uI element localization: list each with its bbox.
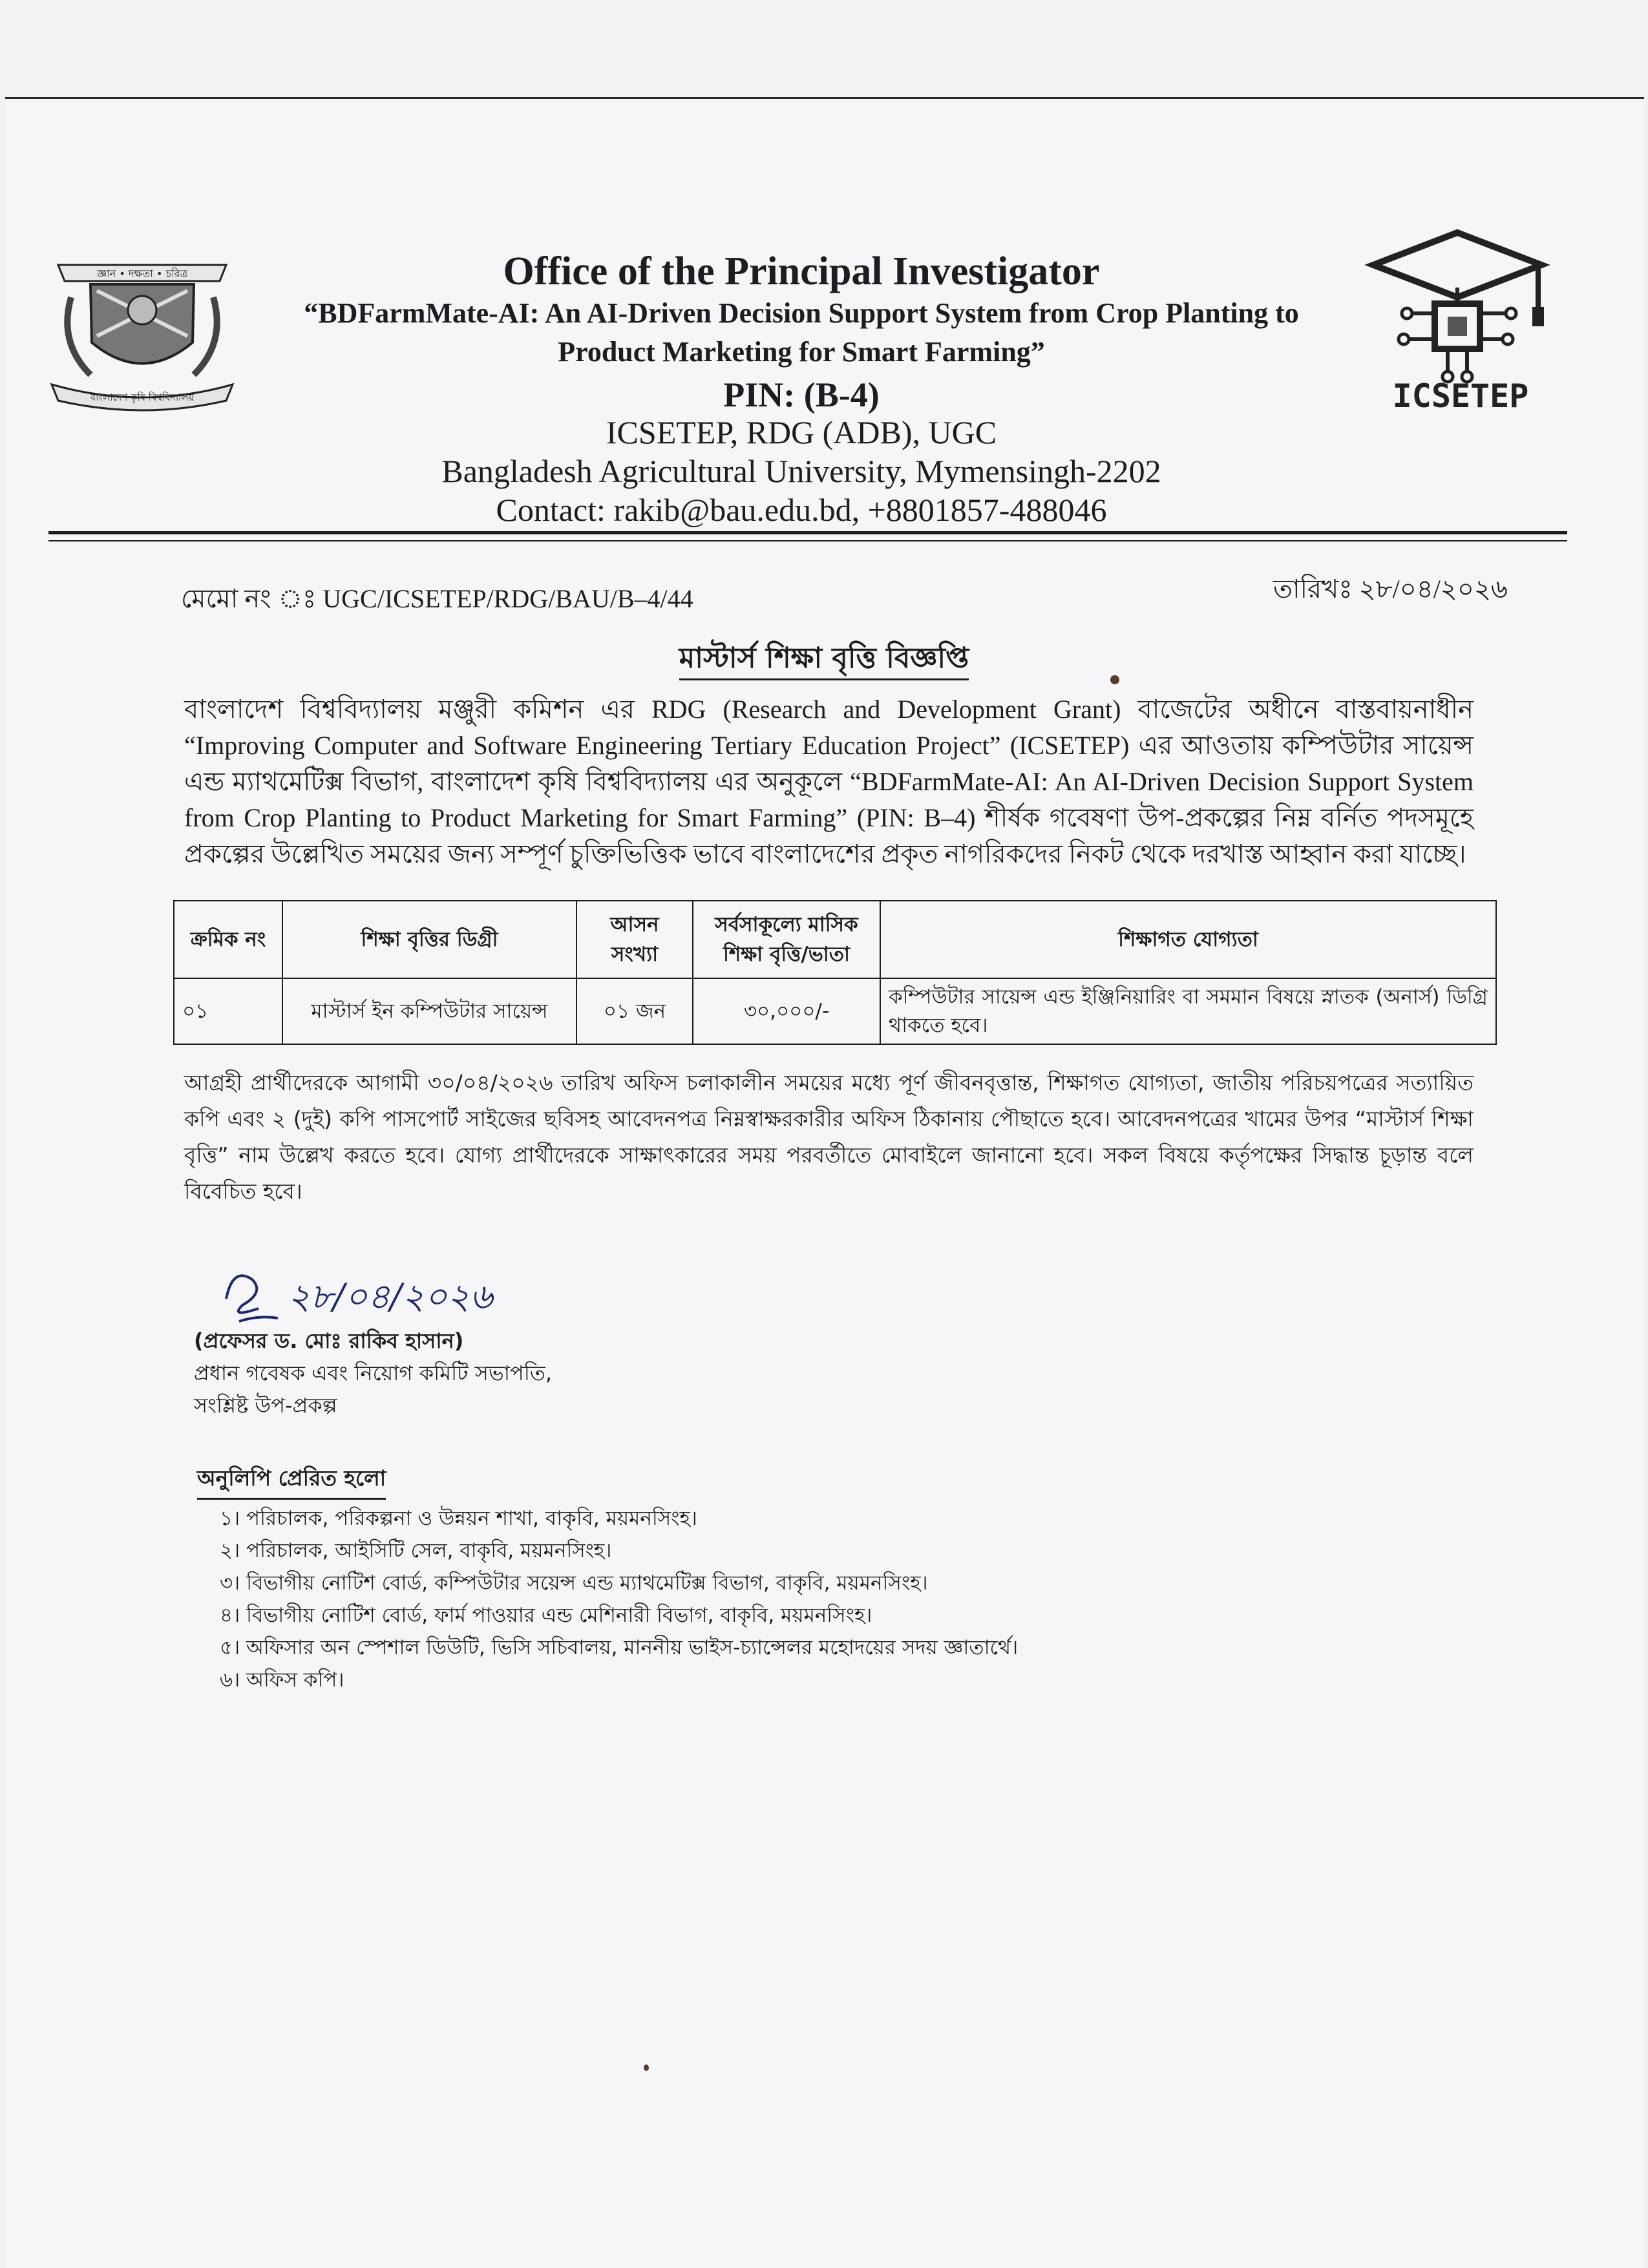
col-serial: ক্রমিক নং bbox=[174, 901, 282, 978]
list-item: ৩। বিভাগীয় নোটিশ বোর্ড, কম্পিউটার সয়েন্স এন্ড ম্যাথমেটিক্স বিভাগ, বাকৃবি, ময়মনসিংহ। bbox=[220, 1571, 928, 1595]
university-crest-logo bbox=[45, 246, 239, 414]
memo-number: মেমো নং ঃ UGC/ICSETEP/RDG/BAU/B–4/44 bbox=[181, 584, 693, 613]
office-title: Office of the Principal Investigator bbox=[503, 249, 1100, 293]
copy-to-list bbox=[220, 1502, 1018, 1696]
col-qualification: শিক্ষাগত যোগ্যতা bbox=[880, 901, 1496, 978]
project-title-line2: Product Marketing for Smart Farming” bbox=[558, 336, 1045, 368]
copy-to-heading: অনুলিপি প্রেরিত হলো bbox=[197, 1462, 386, 1500]
cell-qualification: কম্পিউটার সায়েন্স এন্ড ইঞ্জিনিয়ারিং বা সমমান বিষয়ে স্নাতক (অনার্স) ডিগ্রি থাকতে হবে। bbox=[880, 978, 1496, 1044]
svg-text:২৮/০৪/২০২৬: ২৮/০৪/২০২৬ bbox=[288, 1276, 493, 1317]
signer-name: (প্রফেসর ড. মোঃ রাকিব হাসান) bbox=[194, 1328, 464, 1353]
cell-stipend: ৩০,০০০/- bbox=[693, 978, 880, 1044]
list-item: ৬। অফিস কপি। bbox=[220, 1668, 344, 1692]
cell-seats: ০১ জন bbox=[576, 978, 693, 1044]
list-item: ৪। বিভাগীয় নোটিশ বোর্ড, ফার্ম পাওয়ার এন্ড মেশিনারী বিভাগ, বাকৃবি, ময়মনসিংহ। bbox=[220, 1604, 872, 1627]
project-title-line1: “BDFarmMate-AI: An AI-Driven Decision Support System from Crop Planting to bbox=[304, 297, 1299, 329]
program-line: ICSETEP, RDG (ADB), UGC bbox=[606, 414, 997, 450]
signer-subproject: সংশ্লিষ্ট উপ-প্রকল্প bbox=[194, 1393, 337, 1418]
university-address: Bangladesh Agricultural University, Mymensingh-2202 bbox=[441, 453, 1161, 489]
notice-heading: মাস্টার্স শিক্ষা বৃত্তি বিজ্ঞপ্তি bbox=[0, 636, 1648, 684]
list-item: ৫। অফিসার অন স্পেশাল ডিউটি, ভিসি সচিবালয়, মাননীয় ভাইস-চ্যান্সেলর মহোদয়ের সদয় জ্ঞাতার্থে। bbox=[220, 1636, 1019, 1659]
cell-degree: মাস্টার্স ইন কম্পিউটার সায়েন্স bbox=[282, 978, 576, 1044]
ink-mark bbox=[1110, 675, 1119, 684]
icsetep-logo bbox=[1360, 226, 1561, 414]
svg-text:জ্ঞান • দক্ষতা • চরিত্র: জ্ঞান • দক্ষতা • চরিত্র bbox=[96, 268, 188, 280]
project-title bbox=[246, 294, 1357, 372]
ink-speck bbox=[644, 2064, 649, 2071]
scholarship-table bbox=[173, 900, 1497, 1045]
header-divider-thick bbox=[48, 531, 1567, 534]
col-stipend: সর্বসাকূল্যে মাসিক শিক্ষা বৃত্তি/ভাতা bbox=[693, 901, 880, 978]
cell-serial: ০১ bbox=[174, 978, 282, 1044]
intro-paragraph: বাংলাদেশ বিশ্ববিদ্যালয় মঞ্জুরী কমিশন এর RDG (Research and Development Grant) বাজেটের অধীনে বাস্তবায়নাধীন “Improving Computer and Software Engineering Tertiary Education Project” (ICSETEP) এর আওতায় কম্পিউটার সায়েন্স এন্ড ম্যাথমেটিক্স বিভাগ, বাংলাদেশ কৃষি বিশ্ববিদ্যালয় এর অনুকূলে “BDFarmMate-AI: An AI-Driven Decision Support System from Crop Planting to Product Marketing for Smart Farming” (PIN: B–4) শীর্ষক গবেষণা উপ-প্রকল্পের নিম্ন বর্নিত পদসমূহে প্রকল্পের উল্লেখিত সময়ের জন্য সম্পূর্ণ চুক্তিভিত্তিক ভাবে বাংলাদেশের প্রকৃত নাগরিকদের নিকট থেকে দরখাস্ত আহ্বান করা যাচ্ছে। bbox=[184, 695, 1474, 868]
svg-text:বাংলাদেশ কৃষি বিশ্ববিদ্যালয়: বাংলাদেশ কৃষি বিশ্ববিদ্যালয় bbox=[90, 392, 195, 403]
contact-line: Contact: rakib@bau.edu.bd, +8801857-488046 bbox=[496, 492, 1107, 528]
col-seats: আসন সংখ্যা bbox=[576, 901, 693, 978]
signer-role: প্রধান গবেষক এবং নিয়োগ কমিটি সভাপতি, bbox=[194, 1361, 553, 1385]
table-header-row bbox=[174, 901, 1496, 978]
header-divider-thin bbox=[48, 540, 1567, 541]
list-item: ২। পরিচালক, আইসিটি সেল, বাকৃবি, ময়মনসিংহ। bbox=[220, 1539, 612, 1562]
application-instructions: আগ্রহী প্রার্থীদেরকে আগামী ৩০/০৪/২০২৬ তারিখ অফিস চলাকালীন সময়ের মধ্যে পূর্ণ জীবনবৃত্তান্ত, শিক্ষাগত যোগ্যতা, জাতীয় পরিচয়পত্রের সত্যায়িত কপি এবং ২ (দুই) কপি পাসপোর্ট সাইজের ছবিসহ আবেদনপত্র নিম্নস্বাক্ষরকারীর অফিস ঠিকানায় পৌছাতে হবে। আবেদনপত্রের খামের উপর “মাস্টার্স শিক্ষা বৃত্তি” নাম উল্লেখ করতে হবে। যোগ্য প্রার্থীদেরকে সাক্ষাৎকারের সময় পরবর্তীতে মোবাইলে জানানো হবে। সকল বিষয়ে কর্তৃপক্ষের সিদ্ধান্ত চূড়ান্ত বলে বিবেচিত হবে। bbox=[184, 1070, 1474, 1204]
pin-number: PIN: (B-4) bbox=[723, 375, 880, 414]
col-degree: শিক্ষা বৃত্তির ডিগ্রী bbox=[282, 901, 576, 978]
notice-date: তারিখঃ ২৮/০৪/২০২৬ bbox=[1273, 574, 1508, 604]
svg-text:ICSETEP: ICSETEP bbox=[1392, 377, 1529, 414]
scan-top-margin bbox=[0, 0, 1648, 97]
table-row bbox=[174, 978, 1496, 1044]
list-item: ১। পরিচালক, পরিকল্পনা ও উন্নয়ন শাখা, বাকৃবি, ময়মনসিংহ। bbox=[220, 1507, 697, 1530]
